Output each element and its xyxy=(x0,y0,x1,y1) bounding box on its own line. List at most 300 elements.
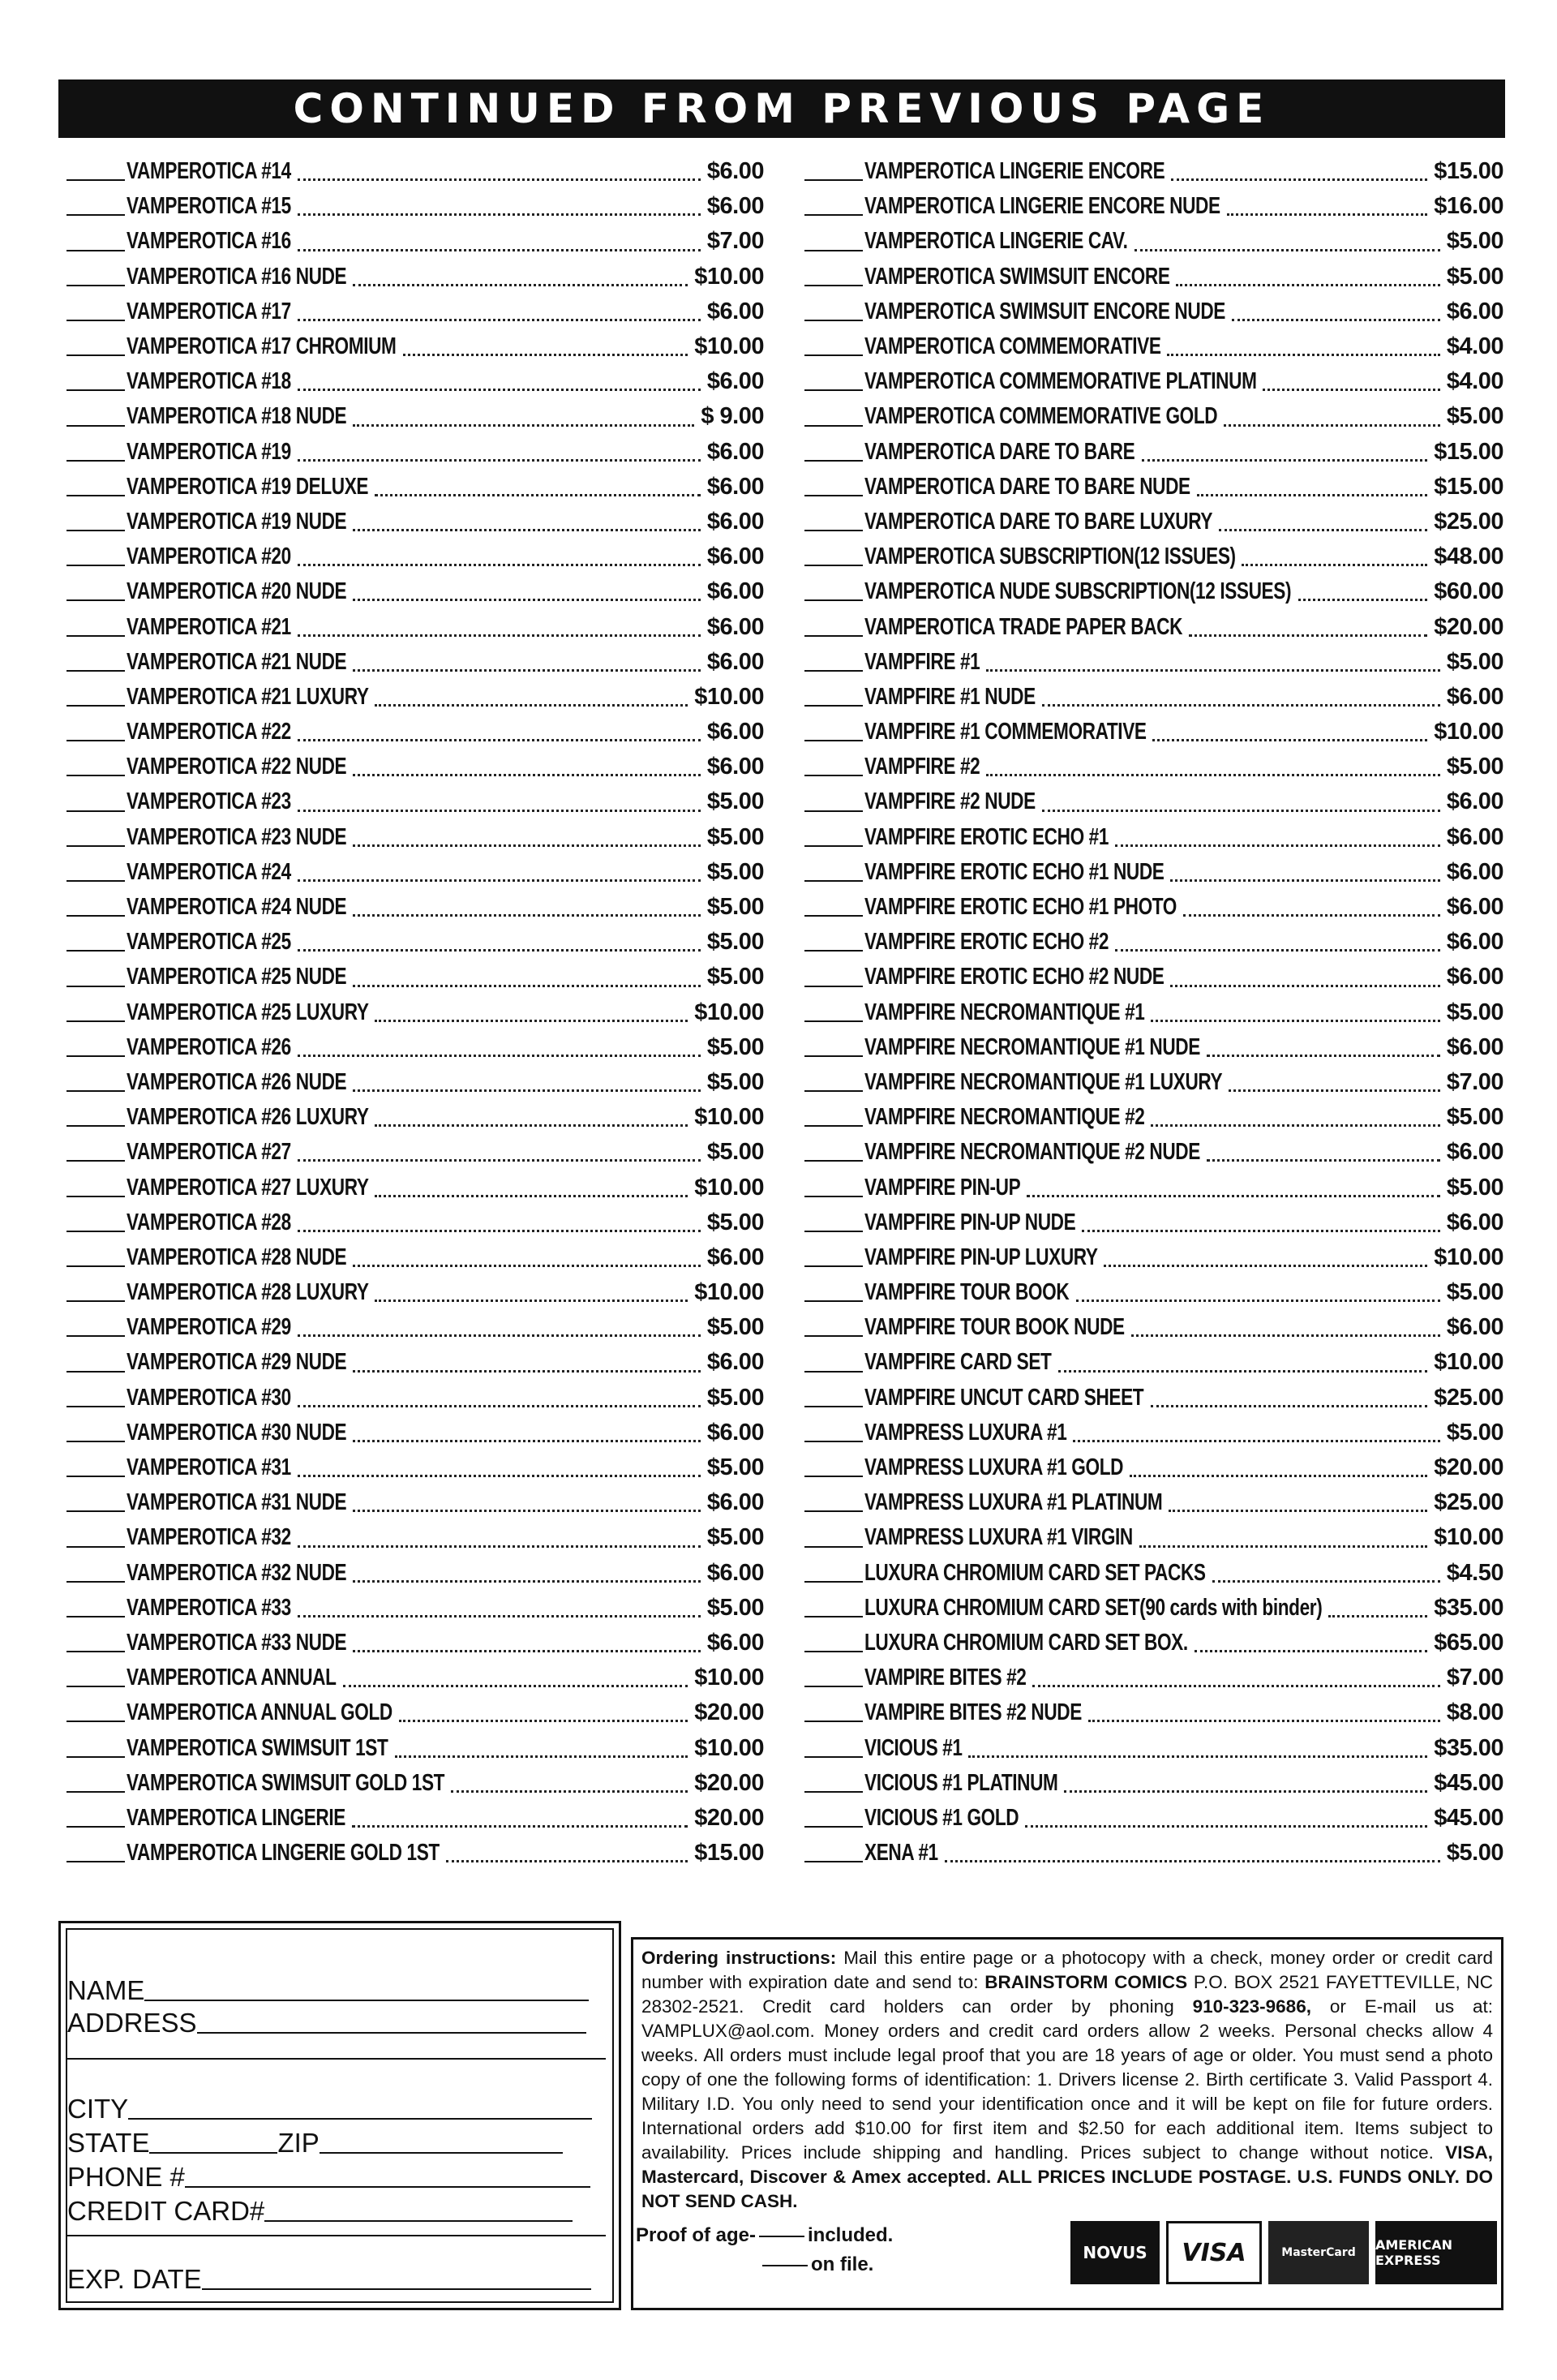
list-item xyxy=(66,260,764,294)
list-item xyxy=(66,1450,764,1485)
list-item xyxy=(804,645,1503,680)
item-title: VAMPEROTICA #28 NUDE xyxy=(127,1244,347,1270)
item-title: VAMPEROTICA #26 NUDE xyxy=(127,1068,347,1095)
item-price: $5.00 xyxy=(1446,999,1503,1025)
leader-dots xyxy=(395,1755,688,1758)
item-price: $6.00 xyxy=(706,543,764,570)
quantity-blank[interactable] xyxy=(804,389,863,391)
quantity-blank[interactable] xyxy=(804,1160,863,1162)
item-title: VAMPEROTICA #31 NUDE xyxy=(127,1489,347,1516)
quantity-blank[interactable] xyxy=(804,1020,863,1022)
item-price: $20.00 xyxy=(1434,1454,1503,1481)
leader-dots xyxy=(298,564,701,566)
quantity-blank[interactable] xyxy=(804,179,863,181)
leader-dots xyxy=(1212,1580,1440,1583)
quantity-blank[interactable] xyxy=(804,425,863,427)
item-price: $16.00 xyxy=(1434,193,1503,220)
leader-dots xyxy=(298,178,701,181)
item-title: VAMPFIRE #1 xyxy=(864,648,980,675)
item-price: $5.00 xyxy=(1446,1174,1503,1201)
list-item xyxy=(804,505,1503,539)
item-price: $20.00 xyxy=(1434,613,1503,640)
proof-on-file-checkbox[interactable] xyxy=(762,2265,808,2266)
item-price: $6.00 xyxy=(706,1559,764,1586)
item-price: $10.00 xyxy=(694,1665,764,1691)
quantity-blank[interactable] xyxy=(66,1125,125,1127)
item-price: $6.00 xyxy=(1446,823,1503,850)
item-title: VAMPEROTICA COMMEMORATIVE xyxy=(864,333,1161,360)
list-item xyxy=(66,294,764,329)
leader-dots xyxy=(353,529,701,531)
quantity-blank[interactable] xyxy=(804,1510,863,1512)
item-title: VAMPFIRE EROTIC ECHO #1 PHOTO xyxy=(864,894,1177,921)
address-line-2[interactable] xyxy=(67,2058,606,2064)
item-price: $5.00 xyxy=(1446,1279,1503,1306)
item-price: $5.00 xyxy=(706,823,764,850)
leader-dots xyxy=(1058,1370,1427,1373)
item-price: $5.00 xyxy=(706,1594,764,1621)
item-title: VAMPEROTICA DARE TO BARE LUXURY xyxy=(864,508,1213,535)
leader-dots xyxy=(1197,494,1427,496)
novus-card-icon: NOVUS xyxy=(1070,2221,1160,2284)
quantity-blank[interactable] xyxy=(66,635,125,637)
quantity-blank[interactable] xyxy=(804,1756,863,1758)
quantity-blank[interactable] xyxy=(804,1406,863,1407)
list-item xyxy=(804,470,1503,505)
quantity-blank[interactable] xyxy=(804,1861,863,1862)
credit-card-field[interactable]: CREDIT CARD# xyxy=(67,2196,573,2227)
quantity-blank[interactable] xyxy=(804,670,863,672)
quantity-blank[interactable] xyxy=(804,320,863,321)
item-price: $20.00 xyxy=(694,1804,764,1831)
item-price: $5.00 xyxy=(706,964,764,990)
item-title: VAMPEROTICA #26 LUXURY xyxy=(127,1104,369,1131)
leader-dots xyxy=(945,1860,1440,1862)
quantity-blank[interactable] xyxy=(66,740,125,741)
list-item xyxy=(66,1556,764,1591)
item-price: $6.00 xyxy=(1446,929,1503,956)
leader-dots xyxy=(1224,424,1440,427)
leader-dots xyxy=(1073,1440,1440,1442)
item-title: VAMPEROTICA #24 xyxy=(127,858,291,885)
leader-dots xyxy=(298,1545,701,1548)
leader-dots xyxy=(446,1860,688,1862)
quantity-blank[interactable] xyxy=(66,1651,125,1652)
quantity-blank[interactable] xyxy=(66,1371,125,1373)
item-price: $15.00 xyxy=(1434,473,1503,500)
phone-field[interactable]: PHONE # xyxy=(67,2162,590,2193)
item-title: VAMPEROTICA #17 CHROMIUM xyxy=(127,333,397,360)
quantity-blank[interactable] xyxy=(804,915,863,917)
item-price: $6.00 xyxy=(706,613,764,640)
leader-dots xyxy=(375,1300,688,1302)
item-price: $6.00 xyxy=(1446,1209,1503,1235)
list-item xyxy=(804,329,1503,364)
item-price: $5.00 xyxy=(706,858,764,885)
quantity-blank[interactable] xyxy=(66,1756,125,1758)
item-title: VAMPFIRE PIN-UP LUXURY xyxy=(864,1244,1098,1270)
leader-dots xyxy=(298,810,701,812)
item-title: VAMPEROTICA #31 xyxy=(127,1454,291,1481)
leader-dots xyxy=(1189,634,1428,637)
item-title: VAMPFIRE TOUR BOOK NUDE xyxy=(864,1314,1125,1341)
item-title: VAMPIRE BITES #2 NUDE xyxy=(864,1699,1082,1726)
list-item xyxy=(804,1135,1503,1170)
item-price: $6.00 xyxy=(706,438,764,465)
quantity-blank[interactable] xyxy=(66,285,125,286)
quantity-blank[interactable] xyxy=(804,214,863,216)
quantity-blank[interactable] xyxy=(804,1546,863,1548)
item-title: VAMPEROTICA #21 LUXURY xyxy=(127,683,369,710)
list-item xyxy=(66,890,764,925)
quantity-blank[interactable] xyxy=(66,670,125,672)
quantity-blank[interactable] xyxy=(66,1090,125,1092)
quantity-blank[interactable] xyxy=(804,530,863,531)
quantity-blank[interactable] xyxy=(66,1055,125,1057)
leader-dots xyxy=(375,1195,688,1197)
list-item xyxy=(804,154,1503,189)
leader-dots xyxy=(451,1790,688,1793)
leader-dots xyxy=(298,879,701,882)
list-item xyxy=(66,189,764,224)
item-title: VAMPEROTICA #29 xyxy=(127,1314,291,1341)
quantity-blank[interactable] xyxy=(66,880,125,882)
leader-dots xyxy=(353,1580,701,1583)
quantity-blank[interactable] xyxy=(66,1406,125,1407)
list-item xyxy=(804,960,1503,995)
item-title: VAMPEROTICA #19 NUDE xyxy=(127,508,347,535)
item-title: VAMPRESS LUXURA #1 xyxy=(864,1419,1067,1446)
leader-dots xyxy=(298,1475,701,1477)
item-price: $45.00 xyxy=(1434,1804,1503,1831)
leader-dots xyxy=(375,494,701,496)
list-item xyxy=(66,925,764,960)
quantity-blank[interactable] xyxy=(66,1510,125,1512)
item-title: VAMPEROTICA #32 NUDE xyxy=(127,1559,347,1586)
quantity-blank[interactable] xyxy=(66,565,125,566)
item-price: $6.00 xyxy=(1446,298,1503,324)
list-item xyxy=(804,1240,1503,1275)
quantity-blank[interactable] xyxy=(66,354,125,356)
quantity-blank[interactable] xyxy=(66,1231,125,1232)
quantity-blank[interactable] xyxy=(804,1441,863,1442)
quantity-blank[interactable] xyxy=(66,599,125,601)
list-item xyxy=(804,820,1503,855)
list-item xyxy=(804,539,1503,574)
leader-dots xyxy=(399,1720,688,1722)
leader-dots xyxy=(353,1650,701,1652)
list-item xyxy=(66,1135,764,1170)
quantity-blank[interactable] xyxy=(804,810,863,812)
quantity-blank[interactable] xyxy=(66,986,125,987)
item-price: $8.00 xyxy=(1446,1699,1503,1726)
leader-dots xyxy=(298,634,701,637)
quantity-blank[interactable] xyxy=(66,530,125,531)
item-title: VAMPEROTICA SWIMSUIT ENCORE NUDE xyxy=(864,298,1225,324)
item-price: $25.00 xyxy=(1434,508,1503,535)
item-title: VAMPIRE BITES #2 xyxy=(864,1665,1027,1691)
quantity-blank[interactable] xyxy=(804,1125,863,1127)
item-price: $6.00 xyxy=(706,1419,764,1446)
quantity-blank[interactable] xyxy=(66,1616,125,1617)
item-title: VAMPFIRE NECROMANTIQUE #1 LUXURY xyxy=(864,1068,1223,1095)
item-title: VAMPEROTICA LINGERIE ENCORE xyxy=(864,158,1165,185)
state-zip-field[interactable]: STATE ZIP xyxy=(67,2128,563,2159)
list-item xyxy=(804,995,1503,1030)
city-field[interactable]: CITY xyxy=(67,2094,592,2124)
list-item xyxy=(804,1626,1503,1660)
list-item xyxy=(66,820,764,855)
quantity-blank[interactable] xyxy=(66,425,125,427)
quantity-blank[interactable] xyxy=(804,775,863,776)
quantity-blank[interactable] xyxy=(804,950,863,952)
list-item xyxy=(66,1170,764,1205)
item-title: VAMPEROTICA #27 LUXURY xyxy=(127,1174,369,1201)
leader-dots xyxy=(1115,949,1440,952)
item-price: $6.00 xyxy=(1446,1314,1503,1341)
quantity-blank[interactable] xyxy=(804,1791,863,1793)
item-price: $6.00 xyxy=(706,1349,764,1376)
quantity-blank[interactable] xyxy=(804,1476,863,1477)
quantity-blank[interactable] xyxy=(804,1651,863,1652)
list-item xyxy=(804,1695,1503,1730)
item-title: VAMPEROTICA #25 NUDE xyxy=(127,964,347,990)
item-price: $5.00 xyxy=(1446,1419,1503,1446)
quantity-blank[interactable] xyxy=(66,1335,125,1337)
leader-dots xyxy=(1042,810,1440,812)
quantity-blank[interactable] xyxy=(66,214,125,216)
list-item xyxy=(804,1205,1503,1240)
leader-dots xyxy=(353,1440,701,1442)
item-price: $6.00 xyxy=(1446,1033,1503,1060)
leader-dots xyxy=(298,1405,701,1407)
item-price: $20.00 xyxy=(694,1699,764,1726)
leader-dots xyxy=(353,1089,701,1092)
leader-dots xyxy=(1142,459,1428,462)
leader-dots xyxy=(1169,1510,1427,1512)
leader-dots xyxy=(1171,178,1427,181)
quantity-blank[interactable] xyxy=(804,1616,863,1617)
quantity-blank[interactable] xyxy=(66,1581,125,1583)
item-title: VAMPFIRE NECROMANTIQUE #2 xyxy=(864,1104,1145,1131)
item-price: $10.00 xyxy=(1434,1524,1503,1551)
proof-included-checkbox[interactable] xyxy=(759,2236,804,2237)
list-item xyxy=(66,1345,764,1380)
item-price: $5.00 xyxy=(706,1524,764,1551)
quantity-blank[interactable] xyxy=(66,915,125,917)
item-title: VAMPEROTICA #33 xyxy=(127,1594,291,1621)
item-price: $10.00 xyxy=(694,1279,764,1306)
quantity-blank[interactable] xyxy=(66,1721,125,1722)
quantity-blank[interactable] xyxy=(66,1476,125,1477)
quantity-blank[interactable] xyxy=(66,1196,125,1197)
item-price: $5.00 xyxy=(706,1033,764,1060)
quantity-blank[interactable] xyxy=(804,599,863,601)
list-item xyxy=(66,505,764,539)
item-price: $5.00 xyxy=(1446,648,1503,675)
item-price: $6.00 xyxy=(706,193,764,220)
item-price: $4.50 xyxy=(1446,1559,1503,1586)
item-title: VAMPEROTICA #20 NUDE xyxy=(127,578,347,605)
item-title: VAMPEROTICA LINGERIE GOLD 1ST xyxy=(127,1840,440,1867)
leader-dots xyxy=(353,844,701,847)
quantity-blank[interactable] xyxy=(66,1546,125,1548)
leader-dots xyxy=(1176,284,1440,286)
item-price: $60.00 xyxy=(1434,578,1503,605)
leader-dots xyxy=(353,774,701,776)
quantity-blank[interactable] xyxy=(66,1160,125,1162)
quantity-blank[interactable] xyxy=(804,354,863,356)
quantity-blank[interactable] xyxy=(804,285,863,286)
leader-dots xyxy=(1183,914,1440,917)
quantity-blank[interactable] xyxy=(804,460,863,462)
proof-of-age-included: Proof of age- included. xyxy=(636,2224,894,2246)
continued-header: CONTINUED FROM PREVIOUS PAGE xyxy=(58,79,1505,138)
quantity-blank[interactable] xyxy=(804,1721,863,1722)
item-title: VAMPFIRE EROTIC ECHO #1 NUDE xyxy=(864,858,1165,885)
address-field[interactable]: ADDRESS xyxy=(67,2008,586,2038)
quantity-blank[interactable] xyxy=(804,740,863,741)
quantity-blank[interactable] xyxy=(66,1441,125,1442)
visa-card-icon: VISA xyxy=(1166,2221,1262,2284)
amex-card-icon: AMERICAN EXPRESS xyxy=(1375,2221,1497,2284)
item-title: VAMPEROTICA #30 NUDE xyxy=(127,1419,347,1446)
leader-dots xyxy=(353,669,701,672)
leader-dots xyxy=(353,1370,701,1373)
quantity-blank[interactable] xyxy=(66,1020,125,1022)
item-price: $6.00 xyxy=(706,1244,764,1270)
quantity-blank[interactable] xyxy=(804,1265,863,1267)
quantity-blank[interactable] xyxy=(804,1300,863,1302)
item-title: VAMPEROTICA #29 NUDE xyxy=(127,1349,347,1376)
quantity-blank[interactable] xyxy=(66,1861,125,1862)
item-title: VAMPEROTICA #33 NUDE xyxy=(127,1629,347,1656)
quantity-blank[interactable] xyxy=(804,1371,863,1373)
item-title: VAMPRESS LUXURA #1 GOLD xyxy=(864,1454,1124,1481)
item-title: VAMPEROTICA #22 NUDE xyxy=(127,754,347,780)
quantity-blank[interactable] xyxy=(804,635,863,637)
item-title: VAMPEROTICA #14 xyxy=(127,158,291,185)
quantity-blank[interactable] xyxy=(66,320,125,321)
quantity-blank[interactable] xyxy=(66,1300,125,1302)
leader-dots xyxy=(353,914,701,917)
item-title: VICIOUS #1 xyxy=(864,1734,963,1761)
list-item xyxy=(66,715,764,750)
item-price: $10.00 xyxy=(1434,719,1503,745)
quantity-blank[interactable] xyxy=(804,1826,863,1828)
leader-dots xyxy=(353,985,701,987)
item-price: $10.00 xyxy=(694,999,764,1025)
quantity-blank[interactable] xyxy=(804,880,863,882)
item-title: VAMPEROTICA COMMEMORATIVE GOLD xyxy=(864,403,1218,430)
quantity-blank[interactable] xyxy=(66,950,125,952)
quantity-blank[interactable] xyxy=(66,1686,125,1687)
exp-date-field[interactable]: EXP. DATE xyxy=(67,2264,591,2295)
quantity-blank[interactable] xyxy=(804,705,863,707)
quantity-blank[interactable] xyxy=(804,986,863,987)
quantity-blank[interactable] xyxy=(804,1196,863,1197)
item-price: $5.00 xyxy=(706,1139,764,1166)
leader-dots xyxy=(352,1825,688,1828)
item-price: $25.00 xyxy=(1434,1384,1503,1411)
item-title: VAMPFIRE TOUR BOOK xyxy=(864,1279,1070,1306)
quantity-blank[interactable] xyxy=(66,845,125,847)
item-price: $10.00 xyxy=(694,1734,764,1761)
quantity-blank[interactable] xyxy=(66,1826,125,1828)
item-title: VAMPFIRE EROTIC ECHO #1 xyxy=(864,823,1109,850)
item-price: $5.00 xyxy=(1446,263,1503,290)
quantity-blank[interactable] xyxy=(804,845,863,847)
quantity-blank[interactable] xyxy=(66,179,125,181)
item-title: VAMPFIRE PIN-UP xyxy=(864,1174,1021,1201)
item-price: $6.00 xyxy=(706,1489,764,1516)
quantity-blank[interactable] xyxy=(804,1581,863,1583)
quantity-blank[interactable] xyxy=(804,495,863,496)
item-price: $65.00 xyxy=(1434,1629,1503,1656)
quantity-blank[interactable] xyxy=(66,1265,125,1267)
item-title: VAMPEROTICA ANNUAL xyxy=(127,1665,337,1691)
quantity-blank[interactable] xyxy=(804,1090,863,1092)
list-item xyxy=(66,399,764,434)
item-title: VAMPRESS LUXURA #1 VIRGIN xyxy=(864,1524,1133,1551)
list-item xyxy=(804,1591,1503,1626)
item-title: VAMPFIRE NECROMANTIQUE #2 NUDE xyxy=(864,1139,1200,1166)
list-item xyxy=(66,750,764,784)
item-price: $10.00 xyxy=(694,1174,764,1201)
item-title: VAMPFIRE #1 COMMEMORATIVE xyxy=(864,719,1147,745)
item-title: VAMPEROTICA #18 NUDE xyxy=(127,403,347,430)
quantity-blank[interactable] xyxy=(66,775,125,776)
quantity-blank[interactable] xyxy=(66,495,125,496)
leader-dots xyxy=(1207,1159,1440,1162)
leader-dots xyxy=(343,1685,688,1687)
list-item xyxy=(804,399,1503,434)
leader-dots xyxy=(1104,1265,1427,1267)
quantity-blank[interactable] xyxy=(66,460,125,462)
credit-card-line-2[interactable] xyxy=(67,2235,606,2241)
quantity-blank[interactable] xyxy=(66,389,125,391)
quantity-blank[interactable] xyxy=(804,1335,863,1337)
quantity-blank[interactable] xyxy=(66,810,125,812)
leader-dots xyxy=(1135,249,1440,251)
item-title: VAMPEROTICA #16 xyxy=(127,228,291,255)
list-item xyxy=(804,715,1503,750)
leader-dots xyxy=(353,1510,701,1512)
list-item xyxy=(66,784,764,819)
leader-dots xyxy=(1298,599,1428,601)
mastercard-icon: MasterCard xyxy=(1268,2221,1369,2284)
item-price: $10.00 xyxy=(694,1104,764,1131)
item-price: $4.00 xyxy=(1446,368,1503,395)
quantity-blank[interactable] xyxy=(66,250,125,251)
quantity-blank[interactable] xyxy=(66,1791,125,1793)
leader-dots xyxy=(298,213,701,216)
quantity-blank[interactable] xyxy=(804,1686,863,1687)
quantity-blank[interactable] xyxy=(804,1055,863,1057)
name-field[interactable]: NAME xyxy=(67,1975,589,2006)
list-item xyxy=(804,1030,1503,1065)
quantity-blank[interactable] xyxy=(66,705,125,707)
list-item xyxy=(804,1275,1503,1310)
item-price: $6.00 xyxy=(706,508,764,535)
quantity-blank[interactable] xyxy=(804,250,863,251)
quantity-blank[interactable] xyxy=(804,1231,863,1232)
item-price: $5.00 xyxy=(706,894,764,921)
leader-dots xyxy=(403,354,688,356)
quantity-blank[interactable] xyxy=(804,565,863,566)
item-price: $15.00 xyxy=(694,1840,764,1867)
list-item xyxy=(66,1275,764,1310)
